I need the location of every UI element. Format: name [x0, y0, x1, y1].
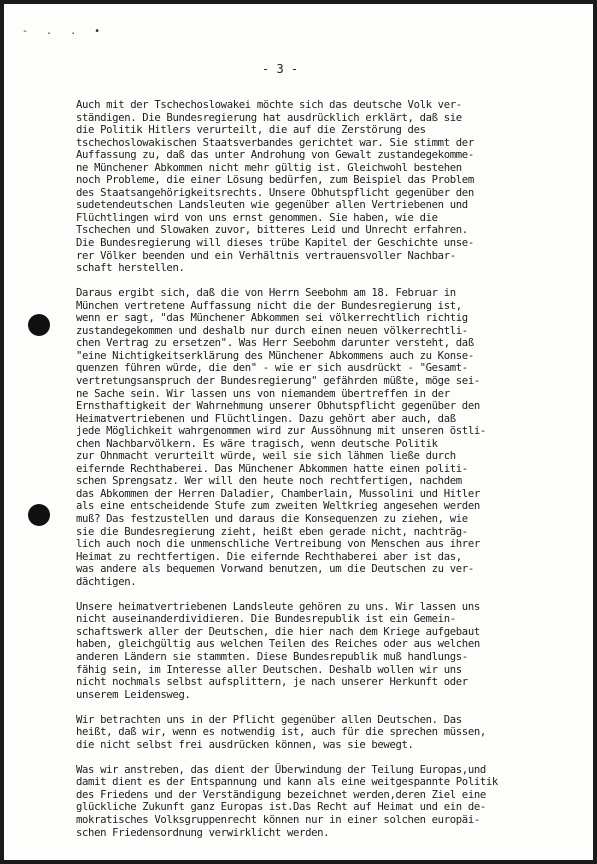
- paragraph-1: Auch mit der Tschechoslowakei möchte sich das deutsche Volk ver- ständigen. Die Bundesregierung hat ausdrücklich erklärt, daß sie die Politik Hitlers verurteilt, die auf die Zerstörung des tschechoslowakischen Staatsverbandes gerichtet war. Sie stimmt der Auffassung zu, daß das unter Androhung von Gewalt zustandegekomme- ne Münchener Abkommen nicht mehr gültig ist. Gleichwohl bestehen noch Probleme, die einer Lösung bedürfen, zum Beispiel das Problem des Staatsangehörigkeitsrechts. Unsere Obhutspflicht gegenüber den sudetendeutschen Landsleuten wie gegenüber allen Vertriebenen und Flüchtlingen wird von uns ernst genommen. Sie haben, wie die Tschechen und Slowaken zuvor, bitteres Leid und Unrecht erfahren. Die Bundesregierung will dieses trübe Kapitel der Geschichte unse- rer Völker beenden und ein Verhältnis vertrauensvoller Nachbar- schaft herstellen.: [76, 99, 474, 275]
- punch-hole-bottom: [28, 504, 50, 526]
- paragraph-5: Was wir anstreben, das dient der Überwindung der Teilung Europas,und damit dient es der Entspannung und kann als eine weitgespannte Politik des Friedens und der Verständigung bezeichnet werden,deren Ziel eine glückliche Zukunft ganz Europas ist.Das Recht auf Heimat und ein de- mokratisches Volksgruppenrecht können nur in einer solchen europäi- schen Friedensordnung verwirklicht werden.: [76, 763, 498, 839]
- body-text: [76, 99, 576, 852]
- corner-marks: - . . •: [22, 26, 107, 37]
- paragraph-2: Daraus ergibt sich, daß die von Herrn Seebohm am 18. Februar in München vertretene Auffassung nicht die der Bundesregierung ist, wenn er sagt, "das Münchener Abkommen sei völkerrechtlich richtig zustandegekommen und deshalb nur durch einen neuen völkerrechtli- chen Vertrag zu ersetzen". Was Herr Seebohm darunter versteht, daß "eine Nichtigkeitserklärung des Münchener Abkommens auch zu Konse- quenzen führen würde, die den" - wie er sich ausdrückt - "Gesamt- vertretungsanspruch der Bundesregierung" gefährden müßte, möge sei- ne Sache sein. Wir lassen uns von niemandem übertreffen in der Ernsthaftigkeit der Wahrnehmung unserer Obhutspflicht gegenüber den Heimatvertriebenen und Flüchtlingen. Dazu gehört aber auch, daß jede Möglichkeit wahrgenommen wird zur Aussöhnung mit unseren östli- chen Nachbarvölkern. Es wäre tragisch, wenn deutsche Politik zur Ohnmacht verurteilt würde, weil sie sich lähmen ließe durch eifernde Rechthaberei. Das Münchener Abkommen hatte einen politi- schen Sprengsatz. Wer will den heute noch rechtfertigen, nachdem das Abkommen der Herren Daladier, Chamberlain, Mussolini und Hitler als eine entscheidende Stufe zum zweiten Weltkrieg angesehen werden muß? Das festzustellen und daraus die Konsequenzen zu ziehen, wie sie die Bundesregierung zieht, heißt eben gerade nicht, nachträg- lich auch noch die unmenschliche Vertreibung von Menschen aus ihrer Heimat zu rechtfertigen. Die eifernde Rechthaberei aber ist das, was andere als bequemen Vorwand benutzen, um die Deutschen zu ver- dächtigen.: [76, 287, 486, 588]
- paragraph-3: Unsere heimatvertriebenen Landsleute gehören zu uns. Wir lassen uns nicht auseinanderdividieren. Die Bundesrepublik ist ein Gemein- schaftswerk aller der Deutschen, die hier nach dem Kriege aufgebaut haben, gleichgültig aus welchen Teilen des Reiches oder aus welchen anderen Ländern sie stammten. Diese Bundesrepublik muß handlungs- fähig sein, im Interesse aller Deutschen. Deshalb wollen wir uns nicht nochmals selbst aufsplittern, je nach unserer Herkunft oder unserem Leidensweg.: [76, 600, 480, 701]
- document-page: [4, 4, 593, 860]
- page-number: - 3 -: [262, 62, 299, 76]
- paragraph-4: Wir betrachten uns in der Pflicht gegenüber allen Deutschen. Das heißt, daß wir, wenn es notwendig ist, auch für die sprechen müssen, die nicht selbst frei ausdrücken können, was sie bewegt.: [76, 713, 486, 751]
- punch-hole-top: [28, 314, 50, 336]
